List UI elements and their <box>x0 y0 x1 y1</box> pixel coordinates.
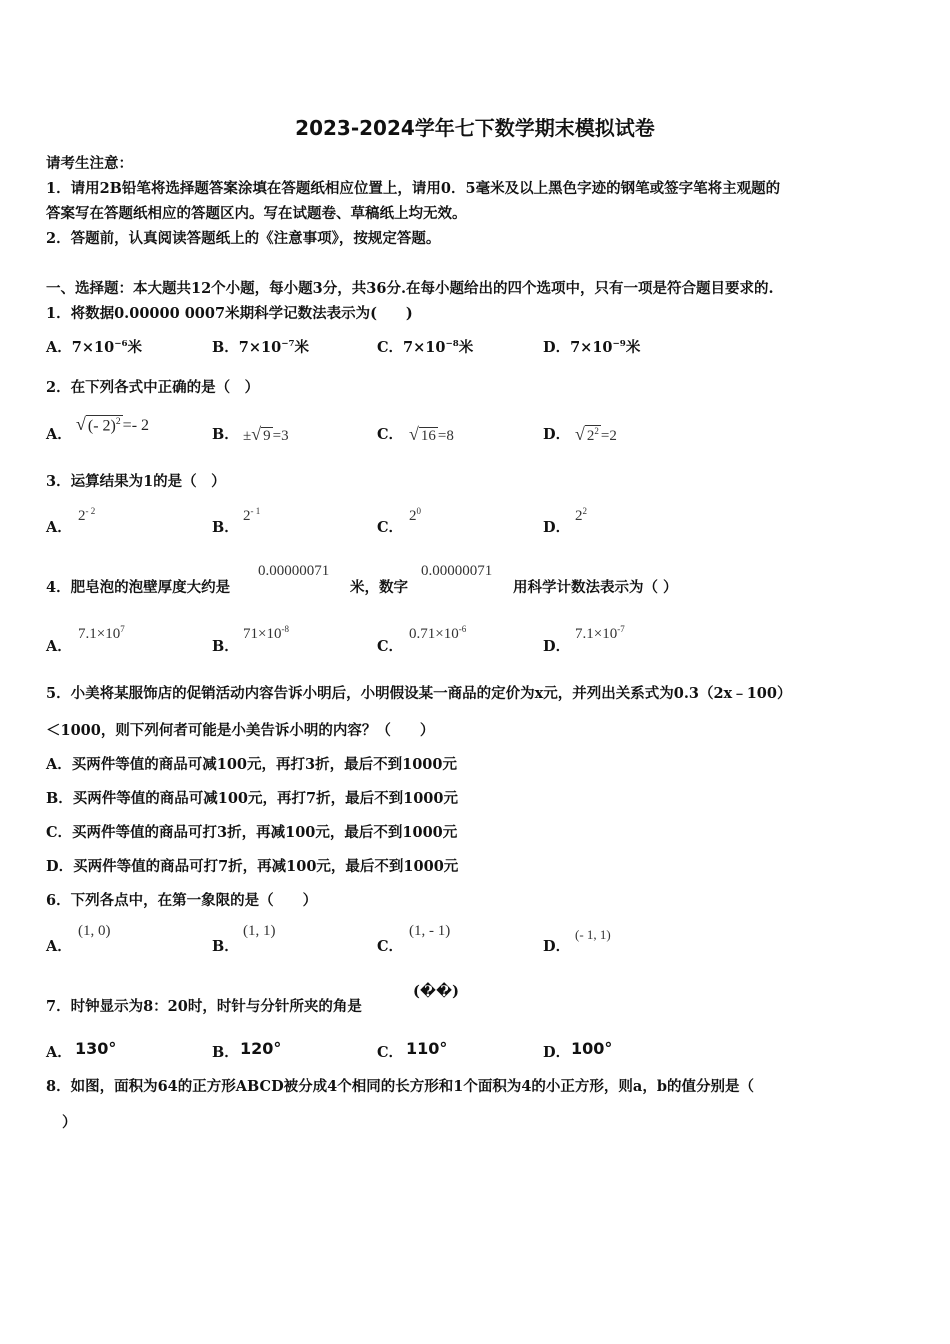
q2-option-c-label[interactable]: C． <box>377 426 404 443</box>
q7-option-b-label[interactable]: B． <box>212 1044 239 1061</box>
q6-option-c-label[interactable]: C． <box>377 938 404 955</box>
notice-line-1: 1．请用2B铅笔将选择题答案涂填在答题纸相应位置上，请用0．5毫米及以上黑色字迹的钢笔或签字笔将主观题的 <box>46 180 781 197</box>
q2-option-a-expr: √ (- 2)$^2$ =- 2 <box>76 414 150 434</box>
q5-option-c[interactable]: C．买两件等值的商品可打3折，再减100元，最后不到1000元 <box>46 824 458 841</box>
question-6-stem: 6．下列各点中，在第一象限的是（ ） <box>46 892 318 909</box>
q7-option-d-label[interactable]: D． <box>543 1044 571 1061</box>
sqrt-icon: √ <box>76 414 86 434</box>
q5-option-d[interactable]: D．买两件等值的商品可打7折，再减100元，最后不到1000元 <box>46 858 459 875</box>
q7-option-c-label[interactable]: C． <box>377 1044 404 1061</box>
sqrt-icon: √ <box>575 424 585 444</box>
q3-option-a-label[interactable]: A． <box>46 519 72 536</box>
q5-option-a[interactable]: A．买两件等值的商品可减100元，再打3折，最后不到1000元 <box>46 756 457 773</box>
q6-option-b-expr: (1, 1) <box>243 923 276 939</box>
question-5-stem-2: ＜1000，则下列何者可能是小美告诉小明的内容？（ ） <box>46 722 435 739</box>
q2-option-d-expr: √ $2^2 =2$ <box>575 424 617 444</box>
q4-option-c-expr: $0.71\times 10^{-6}$ <box>409 624 467 642</box>
q4-option-c-label[interactable]: C． <box>377 638 404 655</box>
question-4-value-2: 0.00000071 <box>421 563 493 579</box>
notice-line-3: 2．答题前，认真阅读答题纸上的《注意事项》，按规定答题。 <box>46 230 441 247</box>
q4-option-a-expr: $7.1\times 10^7$ <box>78 624 125 642</box>
question-5-stem-1: 5．小美将某服饰店的促销活动内容告诉小明后，小明假设某一商品的定价为x元，并列出关系式为0.3（2x﹣100） <box>46 685 792 702</box>
q4-option-a-label[interactable]: A． <box>46 638 72 655</box>
question-1-stem: 1．将数据0.00000 0007米期科学记数法表示为( ) <box>46 305 413 322</box>
q1-option-d[interactable]: D．$7\times 10^{-9}$米 <box>543 339 641 356</box>
q6-option-c-expr: (1, - 1) <box>409 923 451 939</box>
question-7-paren: (��) <box>413 983 460 1000</box>
q4-option-b-expr: $71\times 10^{-8}$ <box>243 624 289 642</box>
q4-option-d-label[interactable]: D． <box>543 638 571 655</box>
notice-line-2: 答案写在答题纸相应的答题区内。写在试题卷、草稿纸上均无效。 <box>46 205 467 222</box>
q2-option-b-label[interactable]: B． <box>212 426 239 443</box>
q7-option-d-value: 100° <box>571 1039 613 1058</box>
question-3-stem: 3．运算结果为1的是（ ） <box>46 473 226 490</box>
q6-option-a-label[interactable]: A． <box>46 938 72 955</box>
q6-option-d-expr: (- 1, 1) <box>575 927 611 942</box>
notice-heading: 请考生注意： <box>46 155 133 172</box>
q6-option-d-label[interactable]: D． <box>543 938 571 955</box>
q7-option-c-value: 110° <box>406 1039 448 1058</box>
q6-option-b-label[interactable]: B． <box>212 938 239 955</box>
q1-option-a[interactable]: A．$7\times 10^{-6}$米 <box>46 339 143 356</box>
sqrt-icon: √ <box>251 424 262 444</box>
sqrt-icon: √ <box>409 424 419 444</box>
question-4-stem-b: 米，数字 <box>350 579 408 596</box>
q3-option-b-expr: $2^{- 1}$ <box>243 506 261 524</box>
question-4-value-1: 0.00000071 <box>258 563 330 579</box>
question-4-stem-a: 4．肥皂泡的泡壁厚度大约是 <box>46 579 231 596</box>
q3-option-b-label[interactable]: B． <box>212 519 239 536</box>
q1-option-b[interactable]: B．$7\times 10^{-7}$米 <box>212 339 310 356</box>
q7-option-a-value: 130° <box>75 1039 117 1058</box>
q3-option-a-expr: $2^{- 2}$ <box>78 506 96 524</box>
q6-option-a-expr: (1, 0) <box>78 923 111 939</box>
question-4-stem-c: 用科学计数法表示为（ ） <box>513 579 678 596</box>
q2-option-c-expr: √ 16 =8 <box>409 424 454 444</box>
q3-option-c-label[interactable]: C． <box>377 519 404 536</box>
q4-option-b-label[interactable]: B． <box>212 638 239 655</box>
q5-option-b[interactable]: B．买两件等值的商品可减100元，再打7折，最后不到1000元 <box>46 790 458 807</box>
q3-option-d-label[interactable]: D． <box>543 519 571 536</box>
section-heading: 一、选择题：本大题共12个小题，每小题3分，共36分.在每小题给出的四个选项中，只有一项是符合题目要求的. <box>46 280 774 297</box>
q2-option-d-label[interactable]: D． <box>543 426 571 443</box>
q2-option-b-expr: ±√ 9 =3 <box>243 424 289 444</box>
q7-option-a-label[interactable]: A． <box>46 1044 72 1061</box>
question-8-stem: 8．如图，面积为64的正方形ABCD被分成4个相同的长方形和1个面积为4的小正方形，则a，b的值分别是（ <box>46 1078 754 1095</box>
question-8-stem-2: ） <box>62 1114 77 1131</box>
q3-option-c-expr: $2^0$ <box>409 506 421 524</box>
q3-option-d-expr: $2^2$ <box>575 506 587 524</box>
question-7-stem: 7．时钟显示为8：20时，时针与分针所夹的角是 <box>46 998 362 1015</box>
q7-option-b-value: 120° <box>240 1039 282 1058</box>
page-title: 2023-2024学年七下数学期末模拟试卷 <box>295 116 655 140</box>
q2-option-a-label[interactable]: A． <box>46 426 72 443</box>
q4-option-d-expr: $7.1\times 10^{-7}$ <box>575 624 625 642</box>
question-2-stem: 2．在下列各式中正确的是（ ） <box>46 379 260 396</box>
q1-option-c[interactable]: C．$7\times 10^{-8}$米 <box>377 339 474 356</box>
